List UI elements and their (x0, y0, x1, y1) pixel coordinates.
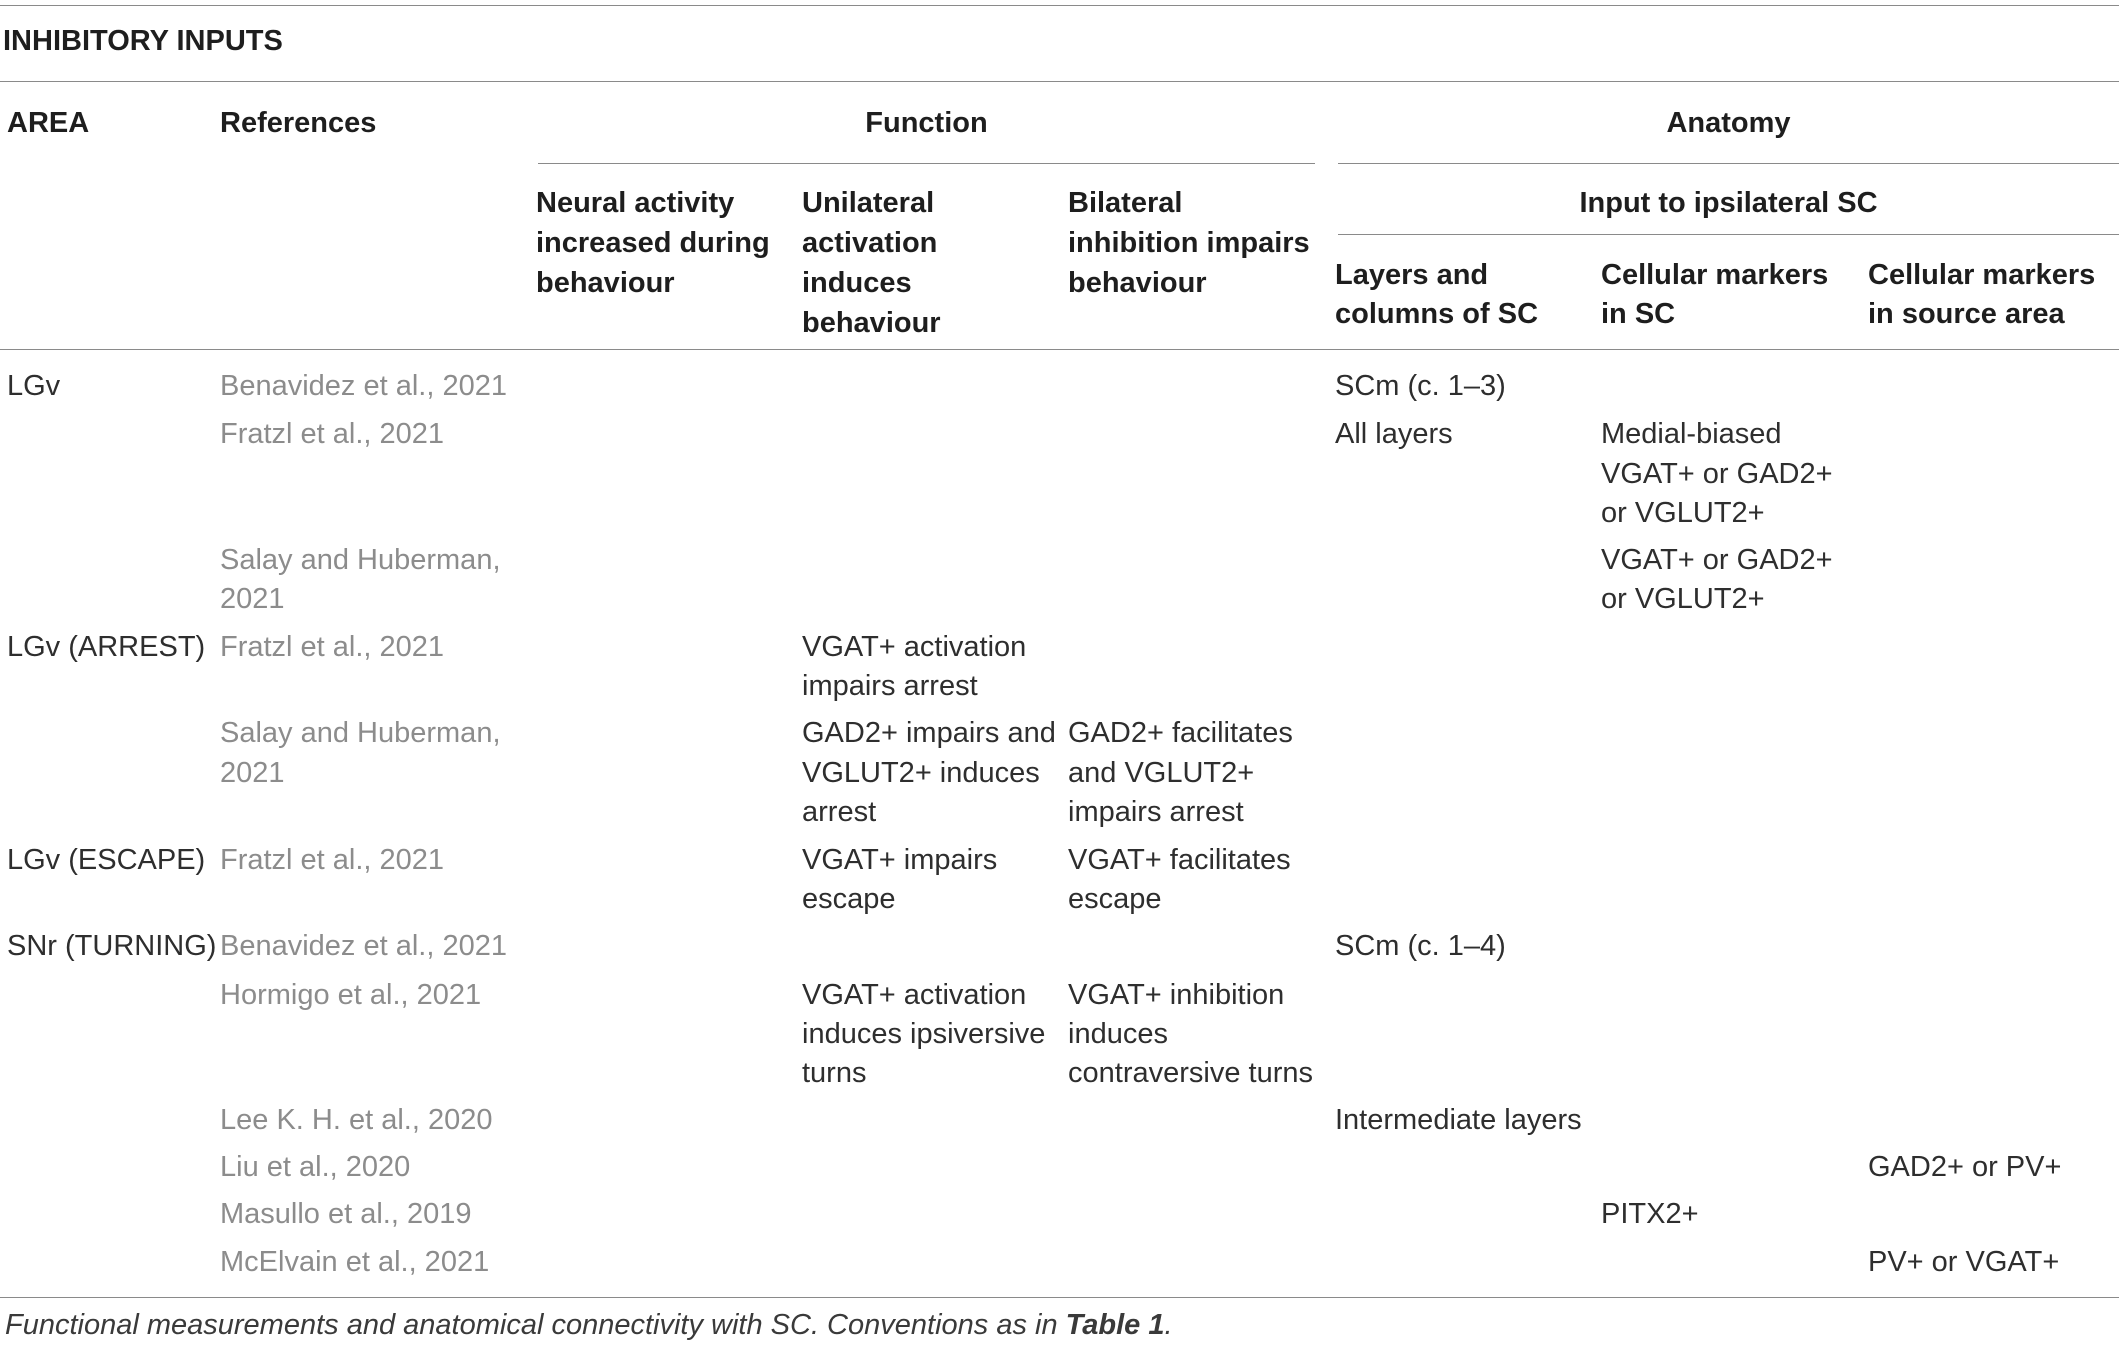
cell-markers-source: GAD2+ or PV+ (1868, 1151, 2062, 1183)
cell-layers: Intermediate layers (1335, 1104, 1582, 1136)
cell-reference: Lee K. H. et al., 2020 (220, 1104, 493, 1136)
title-rule (0, 81, 2119, 82)
header-area: AREA (7, 107, 90, 139)
top-rule (0, 5, 2119, 6)
cell-area: SNr (TURNING) (7, 930, 217, 962)
cell-reference: Benavidez et al., 2021 (220, 930, 507, 962)
cell-area: LGv (ARREST) (7, 631, 206, 663)
header-anatomy: Anatomy (1666, 107, 1791, 139)
header-rule (0, 349, 2119, 350)
cell-reference: Fratzl et al., 2021 (220, 631, 445, 663)
cell-layers: SCm (c. 1–4) (1335, 930, 1506, 962)
caption-table-link[interactable]: Table 1 (1065, 1309, 1165, 1341)
cell-layers: All layers (1335, 418, 1453, 450)
cell-reference: Fratzl et al., 2021 (220, 418, 445, 450)
cell-reference: McElvain et al., 2021 (220, 1246, 490, 1278)
cell-markers-source: PV+ or VGAT+ (1868, 1246, 2060, 1278)
caption-text: Functional measurements and anatomical connectivity with SC. Conventions as in (5, 1309, 1066, 1341)
anatomy-rule (1338, 163, 2119, 164)
bottom-rule (0, 1297, 2119, 1298)
table-title: INHIBITORY INPUTS (3, 25, 283, 57)
cell-area: LGv (ESCAPE) (7, 844, 206, 876)
cell-reference: Hormigo et al., 2021 (220, 979, 482, 1011)
table-caption (5, 1305, 1173, 1345)
header-function: Function (865, 107, 988, 139)
cell-reference: Masullo et al., 2019 (220, 1198, 472, 1230)
cell-layers: SCm (c. 1–3) (1335, 370, 1506, 402)
cell-markers-sc: PITX2+ (1601, 1198, 1699, 1230)
header-input-ipsilateral: Input to ipsilateral SC (1579, 187, 1878, 219)
input-ipsi-rule (1338, 234, 2119, 235)
function-rule (538, 163, 1315, 164)
header-references: References (220, 107, 377, 139)
caption-end: . (1164, 1309, 1173, 1341)
cell-reference: Fratzl et al., 2021 (220, 844, 445, 876)
cell-reference: Benavidez et al., 2021 (220, 370, 507, 402)
cell-reference: Liu et al., 2020 (220, 1151, 411, 1183)
cell-area: LGv (7, 370, 61, 402)
